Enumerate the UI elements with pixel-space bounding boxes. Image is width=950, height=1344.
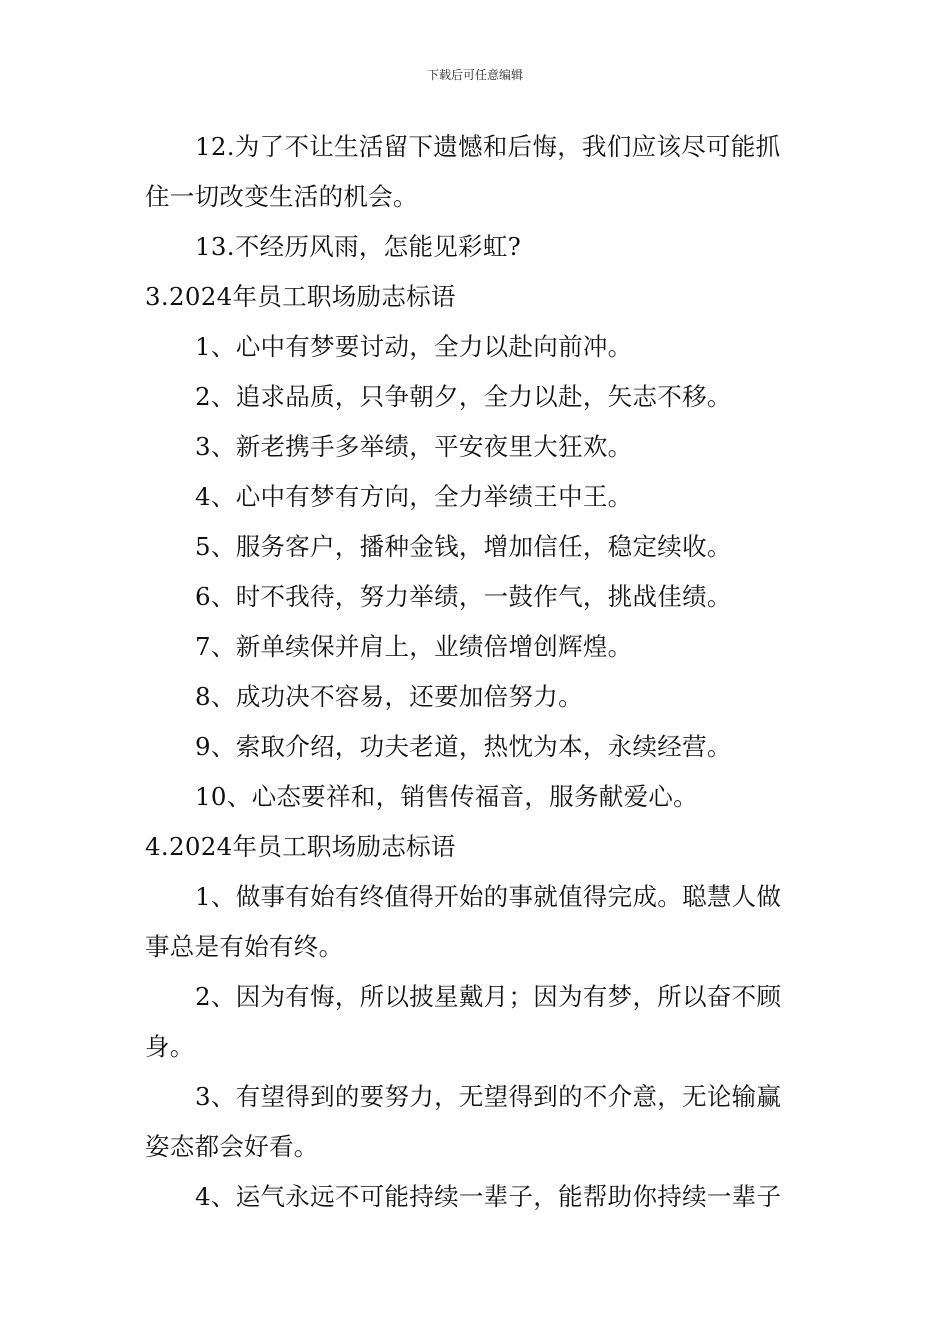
text-line: 1、做事有始有终值得开始的事就值得完成。聪慧人做 [195, 882, 782, 911]
text-line: 2、因为有悔，所以披星戴月；因为有梦，所以奋不顾 [195, 982, 782, 1011]
text-line: 5、服务客户，播种金钱，增加信任，稳定续收。 [195, 532, 732, 561]
text-line: 2、追求品质，只争朝夕，全力以赴，矢志不移。 [195, 382, 732, 411]
text-line: 住一切改变生活的机会。 [145, 182, 418, 211]
text-line: 姿态都会好看。 [145, 1132, 319, 1161]
text-line: 4、运气永远不可能持续一辈子，能帮助你持续一辈子 [195, 1182, 782, 1211]
text-line: 6、时不我待，努力举绩，一鼓作气，挑战佳绩。 [195, 582, 732, 611]
document-body [145, 122, 810, 1222]
text-line: 3、有望得到的要努力，无望得到的不介意，无论输赢 [195, 1082, 782, 1111]
text-line: 9、索取介绍，功夫老道，热忱为本，永续经营。 [195, 732, 732, 761]
text-line: 4、心中有梦有方向，全力举绩王中王。 [195, 482, 633, 511]
text-line: 3.2024年员工职场励志标语 [145, 282, 456, 311]
text-line: 4.2024年员工职场励志标语 [145, 832, 456, 861]
text-line: 13.不经历风雨，怎能见彩虹? [195, 232, 522, 261]
text-line: 12.为了不让生活留下遗憾和后悔，我们应该尽可能抓 [195, 132, 781, 161]
page-header: 下载后可任意编辑 [426, 68, 523, 82]
text-line: 3、新老携手多举绩，平安夜里大狂欢。 [195, 432, 633, 461]
text-line: 7、新单续保并肩上，业绩倍增创辉煌。 [195, 632, 633, 661]
text-line: 身。 [145, 1032, 195, 1061]
text-line: 10、心态要祥和，销售传福音，服务献爱心。 [195, 782, 698, 811]
text-line: 1、心中有梦要讨动，全力以赴向前冲。 [195, 332, 633, 361]
text-line: 8、成功决不容易，还要加倍努力。 [195, 682, 583, 711]
text-line: 事总是有始有终。 [145, 932, 344, 961]
